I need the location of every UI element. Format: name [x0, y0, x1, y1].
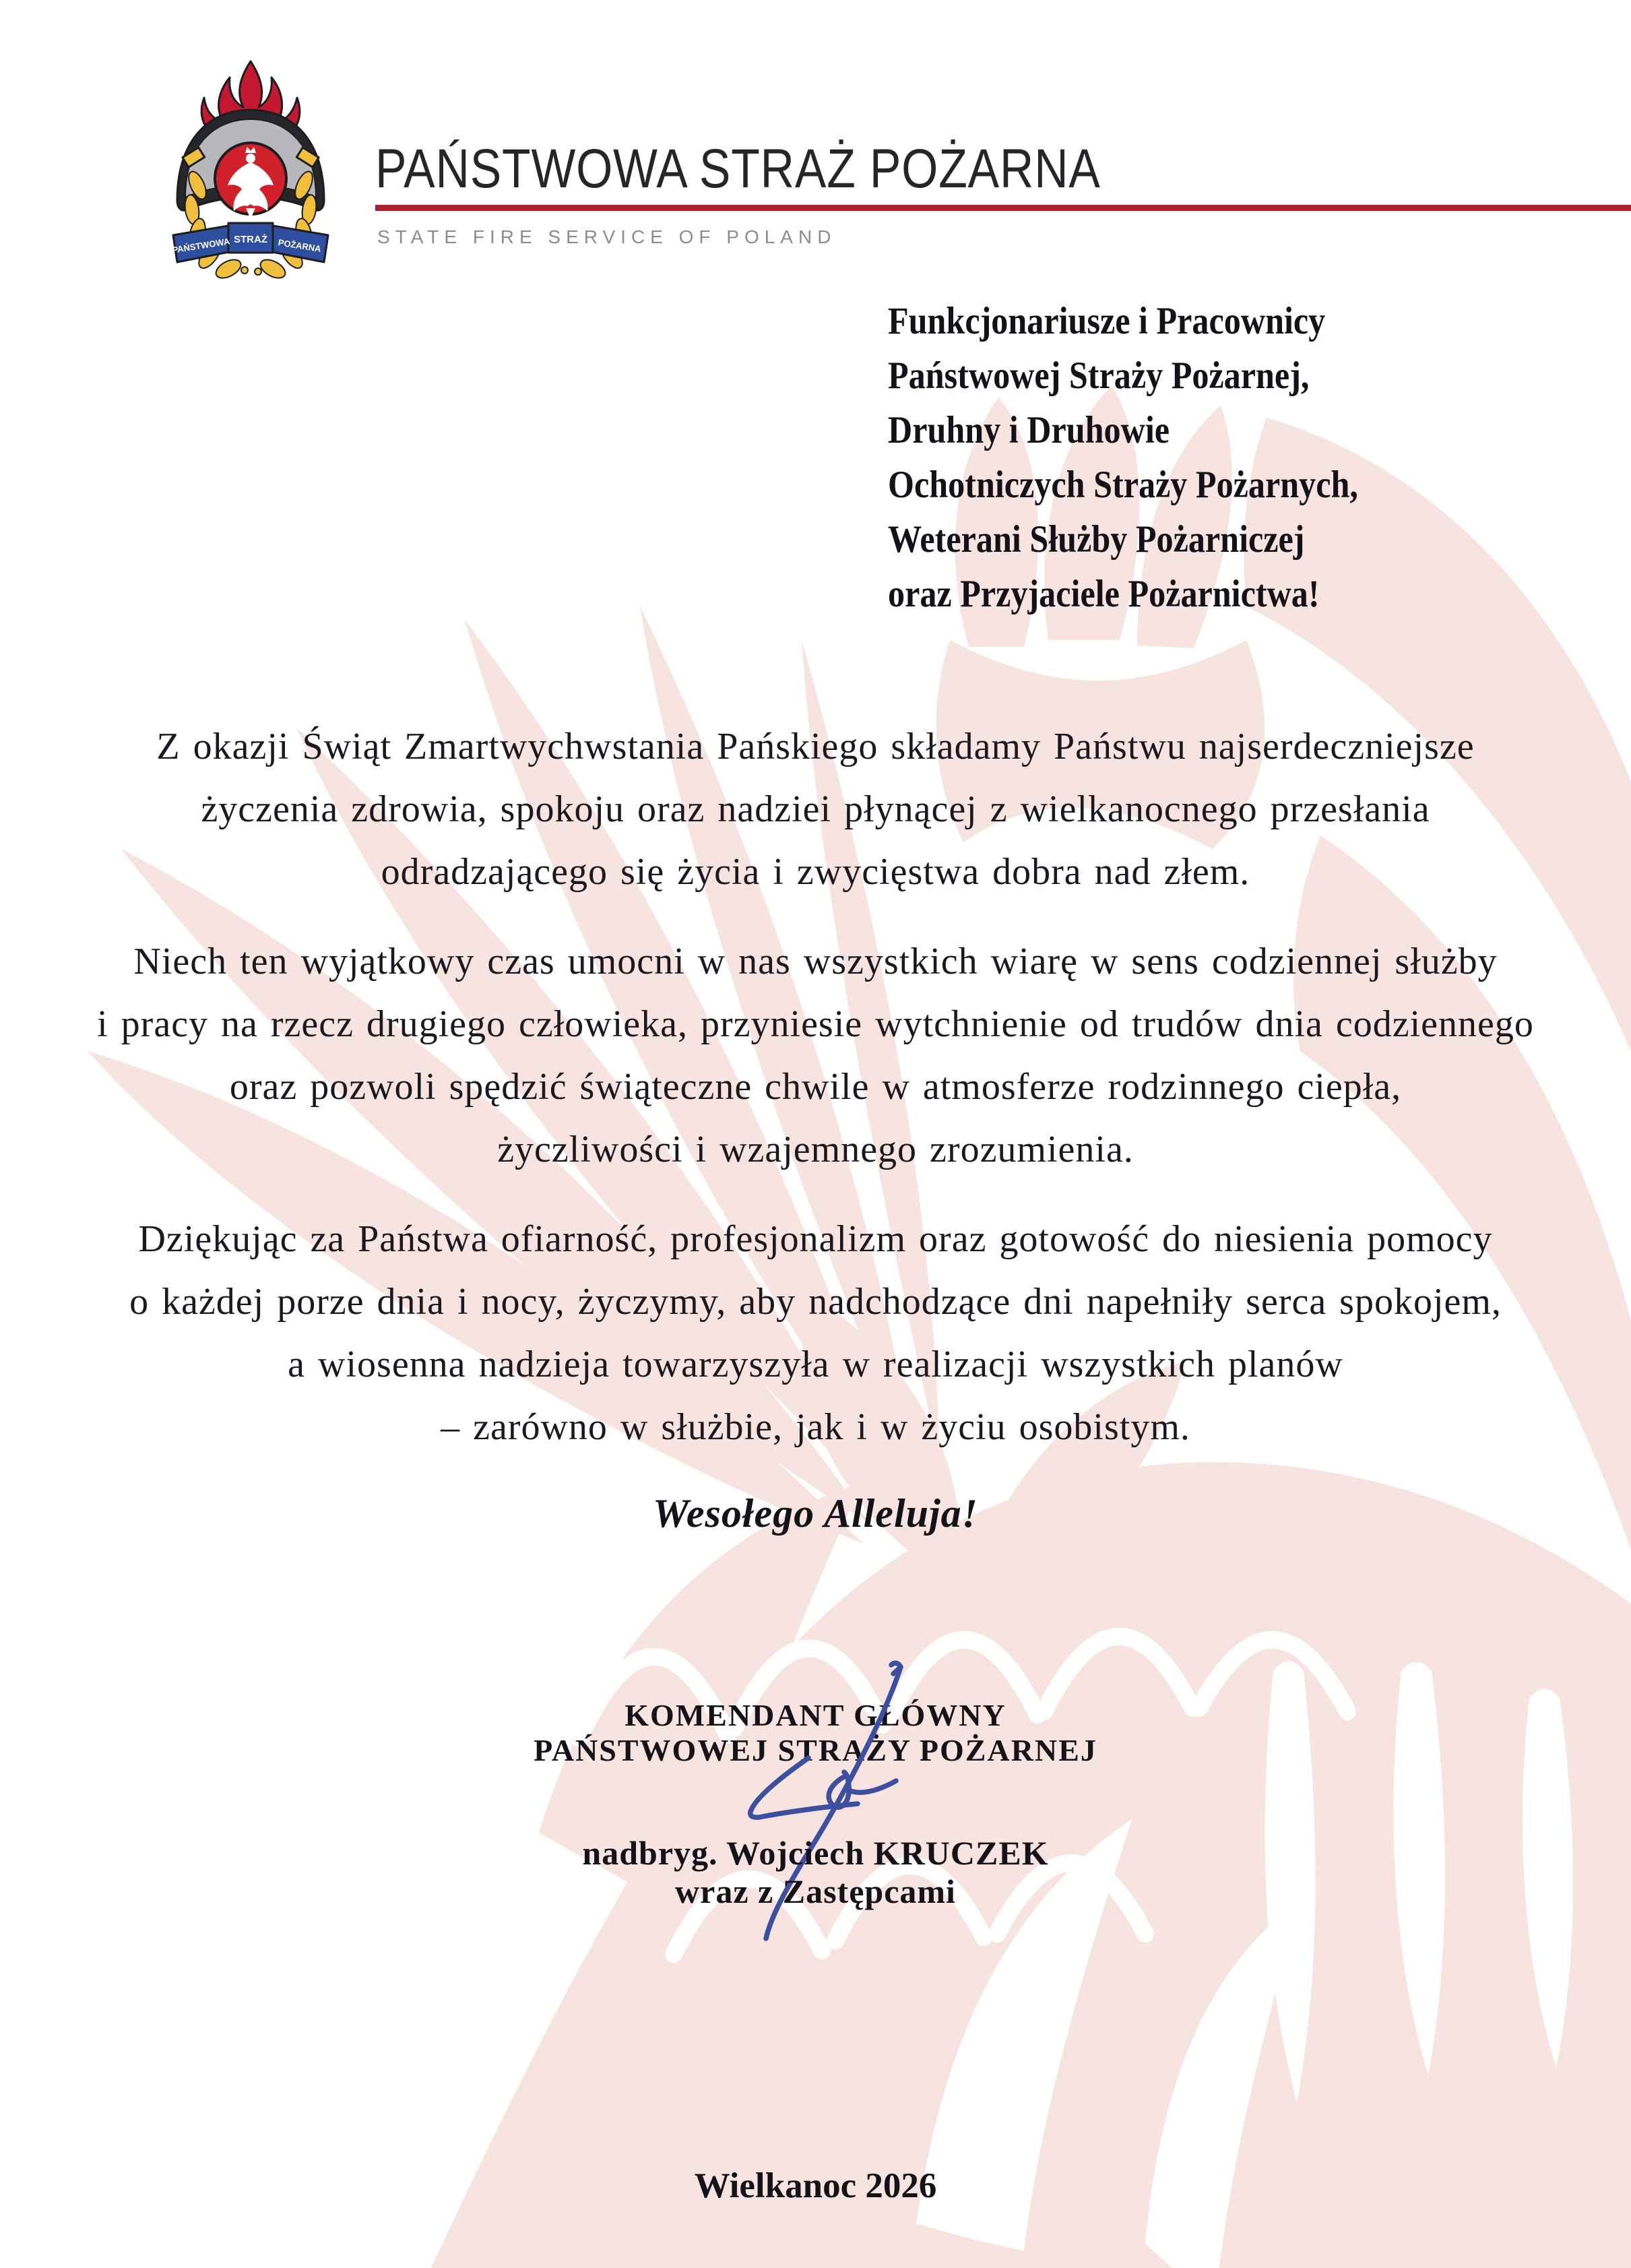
signer-name-block [0, 1834, 1631, 1911]
body-line: życzenia zdrowia, spokoju oraz nadziei płynącej z wielkanocnego przesłania [201, 788, 1430, 830]
body-line: oraz pozwoli spędzić świąteczne chwile w atmosferze rodzinnego ciepła, [229, 1066, 1402, 1108]
signer-suffix: wraz z Zastępcami [675, 1872, 956, 1910]
body-line: i pracy na rzecz drugiego człowieka, przyniesie wytchnienie od trudów dnia codziennego [97, 1003, 1534, 1045]
salutation-line: Państwowej Straży Pożarnej, [888, 354, 1310, 397]
ribbon-word-center: STRAŻ [234, 234, 267, 245]
salutation-line: Ochotniczych Straży Pożarnych, [888, 464, 1358, 506]
body-line: o każdej porze dnia i nocy, życzymy, aby nadchodzące dni napełniły serca spokojem, [129, 1281, 1502, 1323]
paragraph-3 [0, 1208, 1631, 1459]
salutation-line: Druhny i Druhowie [888, 409, 1170, 451]
ribbon-word-left: PAŃSTWOWA [171, 236, 231, 255]
letter-body [0, 716, 1631, 1537]
salutation-line: Funkcjonariusze i Pracownicy [888, 300, 1326, 342]
letter-date: Wielkanoc 2026 [694, 2166, 937, 2205]
body-line: życzliwości i wzajemnego zrozumienia. [497, 1129, 1134, 1170]
header-rule [375, 205, 1631, 211]
commander-title-line: PAŃSTWOWEJ STRAŻY POŻARNEJ [534, 1733, 1097, 1767]
commander-title-line: KOMENDANT GŁÓWNY [625, 1698, 1006, 1732]
body-line: Dziękując za Państwa ofiarność, profesjonalizm oraz gotowość do niesienia pomocy [138, 1218, 1493, 1260]
acorn [241, 267, 248, 274]
body-line: a wiosenna nadzieja towarzyszyła w realizacji wszystkich planów [288, 1344, 1343, 1385]
closing-greeting: Wesołego Alleluja! [653, 1491, 978, 1536]
body-line: Niech ten wyjątkowy czas umocni w nas wszystkich wiarę w sens codziennej służby [133, 941, 1498, 982]
ribbon-word-right: POŻARNA [277, 237, 322, 254]
psp-crest-logo [164, 58, 338, 280]
salutation-block [888, 294, 1469, 621]
body-line: odradzającego się życia i zwycięstwa dobra nad złem. [381, 851, 1250, 893]
org-subtitle: STATE FIRE SERVICE OF POLAND [377, 226, 837, 247]
body-line: – zarówno w służbie, jak i w życiu osobistym. [441, 1406, 1190, 1448]
paragraph-2 [0, 931, 1631, 1181]
org-title: PAŃSTWOWA STRAŻ POŻARNA [375, 138, 1101, 199]
salutation-line: Weterani Służby Pożarniczej [888, 518, 1305, 561]
paragraph-1 [0, 716, 1631, 904]
salutation-line: oraz Przyjaciele Pożarnictwa! [888, 573, 1320, 615]
body-line: Z okazji Świąt Zmartwychwstania Pańskiego składamy Państwu najserdeczniejsze [156, 726, 1475, 767]
acorn [255, 268, 261, 275]
signer-name: nadbryg. Wojciech KRUCZEK [582, 1834, 1049, 1872]
